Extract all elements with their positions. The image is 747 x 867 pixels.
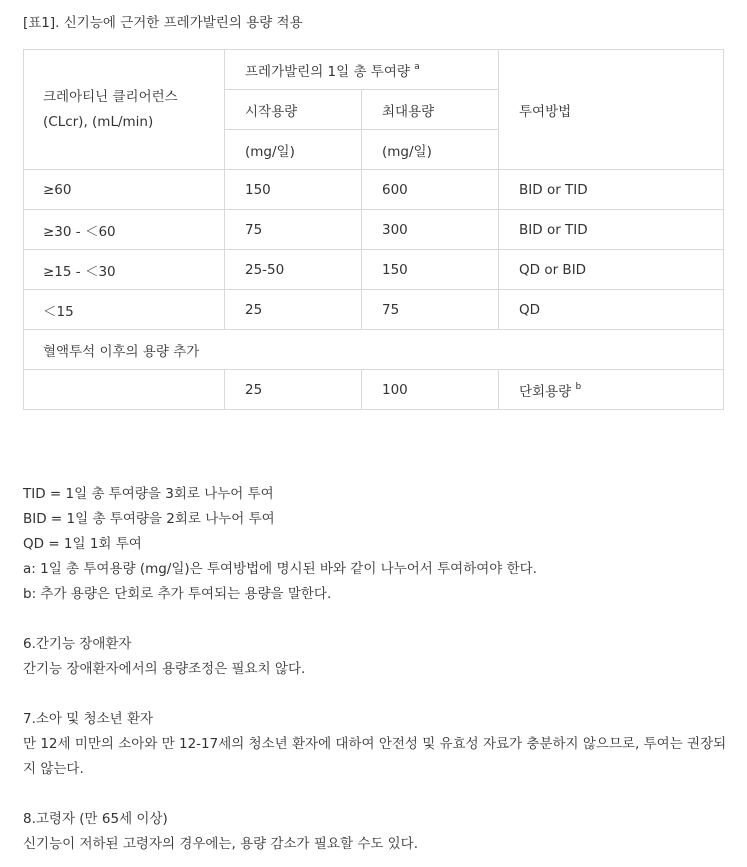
note-qd: QD = 1일 1회 투여 xyxy=(23,536,142,552)
footnote-marker-a: a xyxy=(414,62,420,72)
start-dose-cell: 25 xyxy=(225,370,362,410)
clcr-header-line2: (CLcr), (mL/min) xyxy=(43,113,154,130)
table-row xyxy=(24,250,724,290)
clcr-header-line1: 크레아티닌 클리어런스 xyxy=(43,88,178,105)
section-title: 8.고령자 (만 65세 이상) xyxy=(23,811,168,827)
method-cell: QD xyxy=(499,290,724,330)
max-dose-header: 최대용량 xyxy=(362,90,499,130)
start-dose-cell: 75 xyxy=(225,210,362,250)
max-dose-cell: 75 xyxy=(362,290,499,330)
max-dose-cell: 600 xyxy=(362,170,499,210)
table-row xyxy=(24,290,724,330)
section-body: 만 12세 미만의 소아와 만 12-17세의 청소년 환자에 대하여 안전성 및 유효성 자료가 충분하지 않으므로, 투여는 권장되지 않는다. xyxy=(23,736,727,777)
method-header: 투여방법 xyxy=(499,50,724,170)
start-dose-cell: 25 xyxy=(225,290,362,330)
section-body: 신기능이 저하된 고령자의 경우에는, 용량 감소가 필요할 수도 있다. xyxy=(23,836,419,852)
method-cell: BID or TID xyxy=(499,210,724,250)
footnotes-and-sections xyxy=(23,482,733,857)
max-dose-cell: 150 xyxy=(362,250,499,290)
max-dose-unit: (mg/일) xyxy=(362,130,499,170)
max-dose-cell: 300 xyxy=(362,210,499,250)
clcr-cell: ≥60 xyxy=(24,170,225,210)
max-dose-cell: 100 xyxy=(362,370,499,410)
clcr-cell xyxy=(24,370,225,410)
note-tid: TID = 1일 총 투여량을 3회로 나누어 투여 xyxy=(23,486,274,502)
spacer xyxy=(23,682,733,707)
table-header-row xyxy=(24,50,724,90)
spacer xyxy=(23,607,733,632)
clcr-cell: ≥30 - ＜60 xyxy=(24,210,225,250)
clcr-cell: ≥15 - ＜30 xyxy=(24,250,225,290)
clcr-header xyxy=(24,50,225,170)
method-cell-label: 단회용량 xyxy=(519,383,572,400)
clcr-cell: ＜15 xyxy=(24,290,225,330)
footnote-marker-b: b xyxy=(575,382,582,392)
table-row xyxy=(24,170,724,210)
note-b: b: 추가 용량은 단회로 추가 투여되는 용량을 말한다. xyxy=(23,586,332,602)
start-dose-cell: 150 xyxy=(225,170,362,210)
dose-table xyxy=(23,49,724,410)
dose-group-header xyxy=(225,50,499,90)
table-row xyxy=(24,370,724,410)
section-title: 6.간기능 장애환자 xyxy=(23,636,132,652)
method-cell: BID or TID xyxy=(499,170,724,210)
note-a: a: 1일 총 투여용량 (mg/일)은 투여방법에 명시된 바와 같이 나누어서 투여하여야 한다. xyxy=(23,561,537,577)
section-title: 7.소아 및 청소년 환자 xyxy=(23,711,154,727)
method-cell xyxy=(499,370,724,410)
section-body: 간기능 장애환자에서의 용량조정은 필요치 않다. xyxy=(23,661,306,677)
start-dose-header: 시작용량 xyxy=(225,90,362,130)
table-caption: [표1]. 신기능에 근거한 프레가발린의 용량 적용 xyxy=(23,15,303,31)
spacer xyxy=(23,782,733,807)
start-dose-unit: (mg/일) xyxy=(225,130,362,170)
start-dose-cell: 25-50 xyxy=(225,250,362,290)
hemodialysis-header-row xyxy=(24,330,724,370)
method-cell: QD or BID xyxy=(499,250,724,290)
note-bid: BID = 1일 총 투여량을 2회로 나누어 투여 xyxy=(23,511,275,527)
table-row xyxy=(24,210,724,250)
hemodialysis-label: 혈액투석 이후의 용량 추가 xyxy=(24,330,724,370)
dose-group-header-label: 프레가발린의 1일 총 투여량 xyxy=(245,63,410,80)
